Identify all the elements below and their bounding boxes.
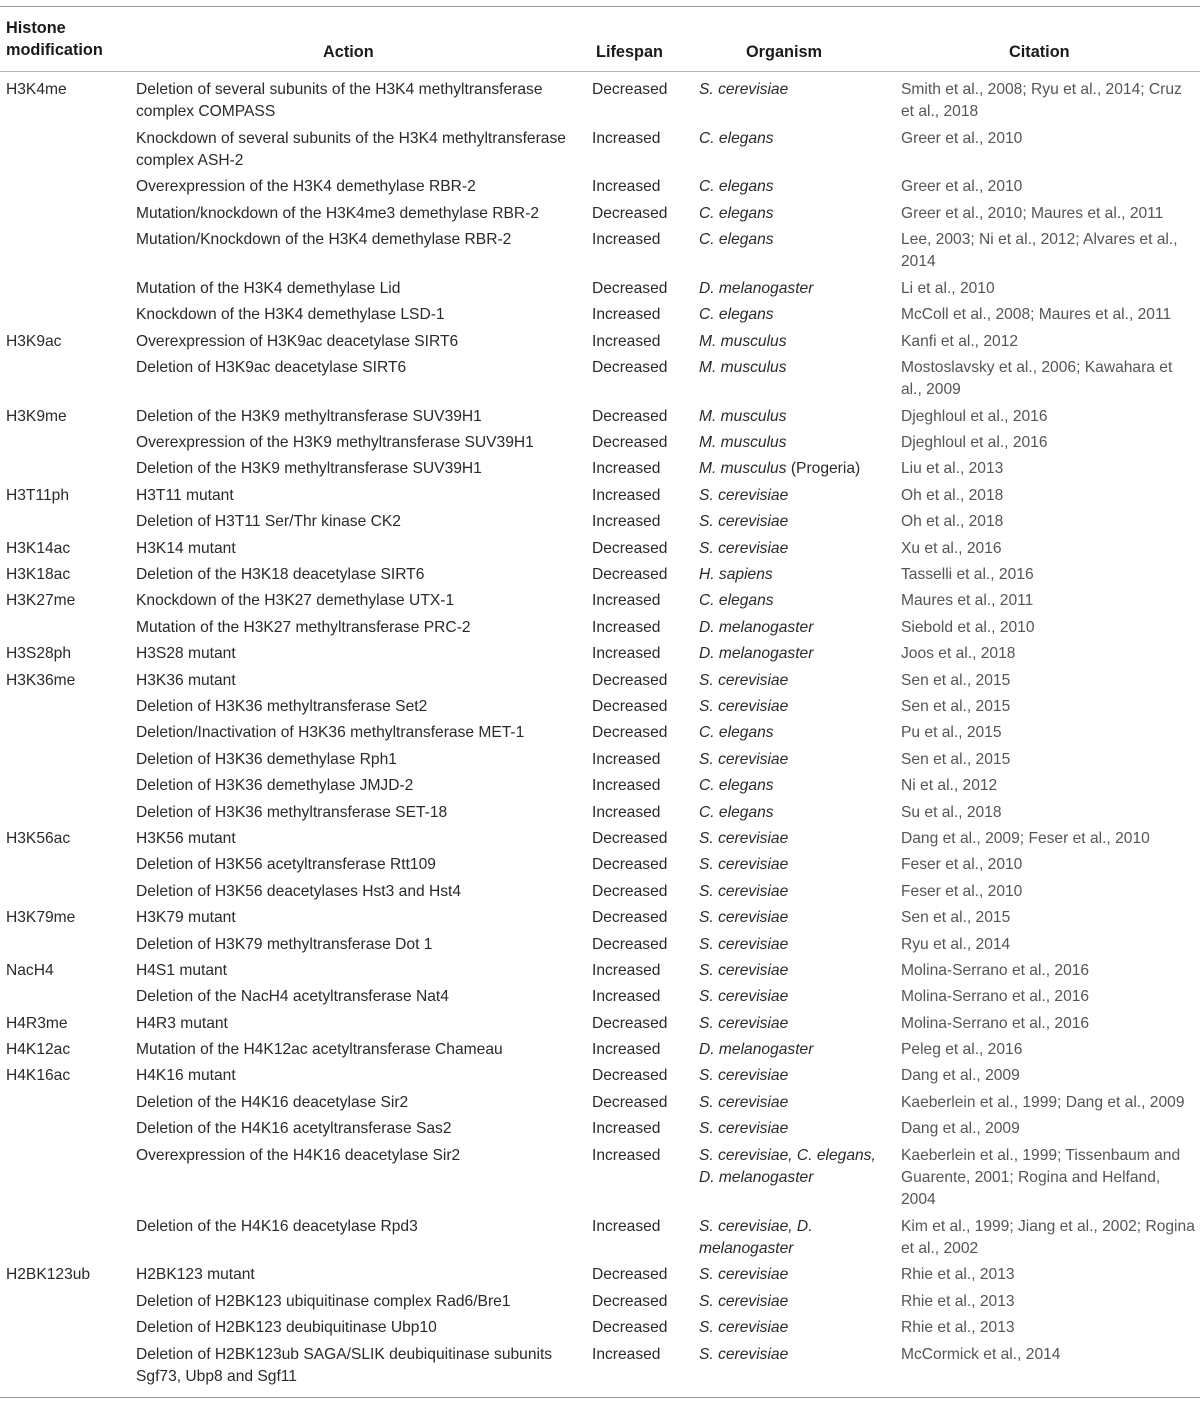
lifespan-cell: Increased [592, 231, 661, 249]
organism-cell [699, 304, 894, 326]
action-cell: Mutation of the H3K4 demethylase Lid [136, 279, 401, 297]
citation-cell: Oh et al., 2018 [901, 513, 1004, 531]
lifespan-cell: Decreased [592, 407, 668, 425]
citation-cell: Djeghloul et al., 2016 [901, 407, 1048, 425]
table-row [0, 775, 1200, 801]
table-row [0, 1291, 1200, 1317]
organism-species: C. elegans [699, 178, 774, 196]
lifespan-cell: Decreased [592, 1319, 668, 1337]
table-row [0, 802, 1200, 828]
lifespan-cell: Decreased [592, 882, 668, 900]
organism-cell [699, 331, 894, 353]
citation-cell: Molina-Serrano et al., 2016 [901, 961, 1090, 979]
table-row [0, 854, 1200, 880]
lifespan-cell: Decreased [592, 829, 668, 847]
citation-cell: Dang et al., 2009; Feser et al., 2010 [901, 829, 1150, 847]
organism-species: S. cerevisiae [699, 698, 789, 715]
table-row [0, 357, 1200, 406]
organism-species: C. elegans [699, 592, 774, 610]
organism-species: M. musculus [699, 359, 787, 377]
table-row [0, 128, 1200, 177]
action-cell: Overexpression of the H3K9 methyltransferase SUV39H1 [136, 434, 534, 452]
citation-cell: Djeghloul et al., 2016 [901, 434, 1048, 452]
action-cell: Deletion of H3K9ac deacetylase SIRT6 [136, 359, 407, 377]
modification-cell: H4R3me [6, 1014, 68, 1032]
lifespan-cell: Increased [592, 513, 661, 531]
action-cell: Knockdown of the H3K27 demethylase UTX-1 [136, 592, 455, 610]
modification-cell: H3S28ph [6, 645, 72, 663]
citation-cell: Rhie et al., 2013 [901, 1266, 1015, 1284]
citation-cell: Greer et al., 2010; Maures et al., 2011 [901, 204, 1164, 222]
table-row [0, 907, 1200, 933]
table-row [0, 986, 1200, 1012]
modification-cell: H4K16ac [6, 1067, 71, 1085]
organism-species: D. melanogaster [699, 279, 814, 297]
organism-species: S. cerevisiae [699, 1067, 789, 1085]
action-cell: Deletion of H3K56 acetyltransferase Rtt109 [136, 856, 436, 874]
organism-cell [699, 907, 894, 929]
organism-cell [699, 775, 894, 797]
lifespan-cell: Increased [592, 1120, 661, 1138]
action-cell: Deletion of the H3K9 methyltransferase SUV39H1 [136, 460, 482, 478]
lifespan-cell: Increased [592, 961, 661, 979]
organism-species: S. cerevisiae [699, 1266, 789, 1284]
action-cell: Mutation/knockdown of the H3K4me3 demethylase RBR-2 [136, 204, 540, 222]
table-row [0, 79, 1200, 128]
organism-cell [699, 1216, 894, 1261]
action-cell: Deletion of the NacH4 acetyltransferase Nat4 [136, 988, 449, 1006]
organism-species: D. melanogaster [699, 1041, 814, 1059]
organism-species: D. melanogaster [699, 645, 814, 663]
organism-species: S. cerevisiae [699, 539, 789, 557]
lifespan-cell: Increased [592, 777, 661, 795]
organism-cell [699, 406, 894, 428]
modification-cell: H4K12ac [6, 1041, 71, 1059]
citation-cell: Kaeberlein et al., 1999; Tissenbaum and Guarente, 2001; Rogina and Helfand, 2004 [901, 1146, 1181, 1209]
organism-cell [699, 881, 894, 903]
table-row [0, 617, 1200, 643]
table-row [0, 1118, 1200, 1144]
modification-cell: H3K18ac [6, 566, 71, 584]
action-cell: Deletion of the H3K18 deacetylase SIRT6 [136, 566, 425, 584]
action-cell: Mutation/Knockdown of the H3K4 demethylase RBR-2 [136, 231, 512, 249]
table-row [0, 304, 1200, 330]
table-row [0, 670, 1200, 696]
organism-species: S. cerevisiae [699, 829, 789, 847]
organism-species: S. cerevisiae [699, 882, 789, 900]
lifespan-cell: Decreased [592, 1292, 668, 1310]
table-row [0, 176, 1200, 202]
citation-cell: Oh et al., 2018 [901, 486, 1004, 504]
organism-species: S. cerevisiae [699, 1014, 789, 1032]
table-row [0, 1092, 1200, 1118]
organism-cell [699, 1039, 894, 1061]
organism-cell [699, 590, 894, 612]
organism-species: S. cerevisiae [699, 935, 789, 953]
lifespan-cell: Decreased [592, 698, 668, 715]
citation-cell: Feser et al., 2010 [901, 856, 1023, 874]
organism-cell [699, 229, 894, 251]
organism-species: D. melanogaster [699, 618, 814, 636]
lifespan-cell: Increased [592, 460, 661, 478]
organism-cell [699, 1344, 894, 1366]
organism-species: C. elegans [699, 129, 774, 147]
organism-cell [699, 458, 894, 480]
organism-species: M. musculus [699, 332, 787, 350]
organism-species: S. cerevisiae [699, 1120, 789, 1138]
organism-cell [699, 432, 894, 454]
action-cell: Deletion of H3K79 methyltransferase Dot 1 [136, 935, 433, 953]
modification-cell: H3K9me [6, 407, 67, 425]
organism-cell [699, 1264, 894, 1286]
table-row [0, 960, 1200, 986]
action-cell: H2BK123 mutant [136, 1266, 255, 1284]
citation-cell: Joos et al., 2018 [901, 645, 1016, 663]
organism-cell [699, 1317, 894, 1339]
citation-cell: Peleg et al., 2016 [901, 1041, 1023, 1059]
table-row [0, 406, 1200, 432]
action-cell: Deletion of H2BK123 ubiquitinase complex Rad6/Bre1 [136, 1292, 511, 1310]
organism-species: S. cerevisiae [699, 961, 789, 979]
modification-cell: H3K36me [6, 671, 76, 689]
modification-cell: H3T11ph [6, 486, 69, 504]
table-row [0, 1317, 1200, 1343]
action-cell: Deletion of the H3K9 methyltransferase SUV39H1 [136, 407, 482, 425]
lifespan-cell: Decreased [592, 724, 668, 742]
organism-cell [699, 749, 894, 771]
citation-cell: Sen et al., 2015 [901, 698, 1011, 715]
organism-cell [699, 538, 894, 560]
lifespan-cell: Decreased [592, 1093, 668, 1111]
citation-cell: Tasselli et al., 2016 [901, 566, 1034, 584]
lifespan-cell: Increased [592, 988, 661, 1006]
organism-species: S. cerevisiae [699, 750, 789, 768]
action-cell: Knockdown of the H3K4 demethylase LSD-1 [136, 306, 445, 324]
action-cell: H4K16 mutant [136, 1067, 236, 1085]
table-row [0, 696, 1200, 722]
header-organism: Organism [746, 43, 823, 61]
organism-species: S. cerevisiae [699, 909, 789, 927]
citation-cell: McCormick et al., 2014 [901, 1345, 1061, 1363]
modification-cell: H3K56ac [6, 829, 71, 847]
table-row [0, 331, 1200, 357]
lifespan-cell: Increased [592, 645, 661, 663]
organism-cell [699, 564, 894, 586]
lifespan-cell: Increased [592, 1041, 661, 1059]
header-citation: Citation [1009, 43, 1070, 61]
action-cell: Deletion of H3K36 methyltransferase SET-18 [136, 803, 448, 821]
action-cell: Deletion of several subunits of the H3K4 methyltransferase complex COMPASS [136, 81, 543, 121]
action-cell: Mutation of the H3K27 methyltransferase PRC-2 [136, 618, 471, 636]
header-action: Action [323, 43, 374, 61]
citation-cell: Kaeberlein et al., 1999; Dang et al., 2009 [901, 1093, 1185, 1111]
table-row [0, 203, 1200, 229]
action-cell: Deletion of H3T11 Ser/Thr kinase CK2 [136, 513, 401, 531]
modification-cell: NacH4 [6, 961, 54, 979]
citation-cell: Sen et al., 2015 [901, 750, 1011, 768]
table-row [0, 828, 1200, 854]
citation-cell: Rhie et al., 2013 [901, 1319, 1015, 1337]
lifespan-cell: Decreased [592, 566, 668, 584]
action-cell: Deletion of H3K36 demethylase JMJD-2 [136, 777, 414, 795]
lifespan-cell: Decreased [592, 935, 668, 953]
citation-cell: Ni et al., 2012 [901, 777, 998, 795]
organism-species: C. elegans [699, 204, 774, 222]
lifespan-cell: Decreased [592, 359, 668, 377]
organism-cell [699, 696, 894, 718]
organism-cell [699, 670, 894, 692]
lifespan-cell: Decreased [592, 539, 668, 557]
action-cell: Mutation of the H4K12ac acetyltransferase Chameau [136, 1041, 503, 1059]
organism-cell [699, 1013, 894, 1035]
table-row [0, 564, 1200, 590]
organism-species: M. musculus [699, 434, 787, 452]
citation-cell: Greer et al., 2010 [901, 178, 1023, 196]
lifespan-cell: Increased [592, 803, 661, 821]
action-cell: Deletion of H3K56 deacetylases Hst3 and Hst4 [136, 882, 462, 900]
organism-species: S. cerevisiae [699, 1319, 789, 1337]
table-body [0, 79, 1200, 1392]
action-cell: Deletion of H2BK123 deubiquitinase Ubp10 [136, 1319, 437, 1337]
modification-cell: H3K14ac [6, 539, 71, 557]
citation-cell: Liu et al., 2013 [901, 460, 1004, 478]
citation-cell: Li et al., 2010 [901, 279, 995, 297]
organism-note: (Progeria) [786, 460, 861, 478]
organism-cell [699, 802, 894, 824]
action-cell: H3K36 mutant [136, 671, 236, 689]
citation-cell: Molina-Serrano et al., 2016 [901, 1014, 1090, 1032]
action-cell: Deletion of the H4K16 acetyltransferase Sas2 [136, 1120, 452, 1138]
organism-cell [699, 986, 894, 1008]
organism-species: S. cerevisiae [699, 856, 789, 874]
organism-species: S. cerevisiae, C. elegans, D. melanogaster [699, 1146, 876, 1186]
lifespan-cell: Decreased [592, 909, 668, 927]
organism-species: S. cerevisiae [699, 988, 789, 1006]
action-cell: Overexpression of H3K9ac deacetylase SIRT6 [136, 332, 459, 350]
header-lifespan: Lifespan [596, 43, 663, 61]
action-cell: H3T11 mutant [136, 486, 234, 504]
organism-cell [699, 511, 894, 533]
action-cell: Deletion of H3K36 methyltransferase Set2 [136, 698, 428, 715]
table-row [0, 458, 1200, 484]
table-row [0, 278, 1200, 304]
citation-cell: Sen et al., 2015 [901, 909, 1011, 927]
organism-cell [699, 934, 894, 956]
organism-cell [699, 1092, 894, 1114]
organism-species: M. musculus [699, 407, 787, 425]
action-cell: H3S28 mutant [136, 645, 236, 663]
action-cell: Deletion of H2BK123ub SAGA/SLIK deubiquitinase subunits Sgf73, Ubp8 and Sgf11 [136, 1345, 553, 1385]
lifespan-cell: Decreased [592, 81, 668, 98]
citation-cell: Feser et al., 2010 [901, 882, 1023, 900]
lifespan-cell: Decreased [592, 671, 668, 689]
lifespan-cell: Decreased [592, 856, 668, 874]
citation-cell: Lee, 2003; Ni et al., 2012; Alvares et al., 2014 [901, 231, 1178, 271]
organism-cell [699, 1145, 894, 1190]
table-bottom-rule [0, 1397, 1200, 1398]
action-cell: H4S1 mutant [136, 961, 228, 979]
organism-species: S. cerevisiae [699, 1292, 789, 1310]
organism-cell [699, 1291, 894, 1313]
organism-cell [699, 128, 894, 150]
citation-cell: Rhie et al., 2013 [901, 1292, 1015, 1310]
organism-cell [699, 278, 894, 300]
citation-cell: Kanfi et al., 2012 [901, 332, 1019, 350]
table-row [0, 229, 1200, 278]
action-cell: Knockdown of several subunits of the H3K4 methyltransferase complex ASH-2 [136, 129, 566, 169]
organism-species: S. cerevisiae [699, 1345, 789, 1363]
table-row [0, 643, 1200, 669]
lifespan-cell: Increased [592, 178, 661, 196]
lifespan-cell: Increased [592, 332, 661, 350]
action-cell: H4R3 mutant [136, 1014, 228, 1032]
citation-cell: Xu et al., 2016 [901, 539, 1002, 557]
organism-species: S. cerevisiae [699, 81, 789, 98]
lifespan-cell: Decreased [592, 434, 668, 452]
table-top-rule [0, 6, 1200, 7]
citation-cell: Dang et al., 2009 [901, 1120, 1020, 1138]
header-rule [0, 71, 1200, 72]
organism-cell [699, 79, 894, 101]
organism-cell [699, 176, 894, 198]
organism-cell [699, 828, 894, 850]
modification-cell: H2BK123ub [6, 1266, 91, 1284]
action-cell: Overexpression of the H4K16 deacetylase Sir2 [136, 1146, 461, 1164]
organism-species: C. elegans [699, 803, 774, 821]
table-row [0, 511, 1200, 537]
lifespan-cell: Decreased [592, 204, 668, 222]
organism-species: M. musculus [699, 460, 787, 478]
organism-species: H. sapiens [699, 566, 773, 584]
citation-cell: Greer et al., 2010 [901, 129, 1023, 147]
lifespan-cell: Decreased [592, 1014, 668, 1032]
lifespan-cell: Increased [592, 1217, 661, 1235]
lifespan-cell: Decreased [592, 279, 668, 297]
organism-species: C. elegans [699, 231, 774, 249]
table-row [0, 722, 1200, 748]
table-row [0, 432, 1200, 458]
modification-cell: H3K79me [6, 909, 76, 927]
table-row [0, 749, 1200, 775]
citation-cell: Molina-Serrano et al., 2016 [901, 988, 1090, 1006]
organism-species: S. cerevisiae [699, 671, 789, 689]
citation-cell: Sen et al., 2015 [901, 671, 1011, 689]
table-row [0, 1013, 1200, 1039]
lifespan-cell: Increased [592, 592, 661, 610]
action-cell: Deletion of the H4K16 deacetylase Sir2 [136, 1093, 409, 1111]
citation-cell: McColl et al., 2008; Maures et al., 2011 [901, 306, 1172, 324]
table-row [0, 1264, 1200, 1290]
table-row [0, 1039, 1200, 1065]
organism-species: C. elegans [699, 724, 774, 742]
lifespan-cell: Increased [592, 306, 661, 324]
organism-cell [699, 854, 894, 876]
organism-cell [699, 485, 894, 507]
lifespan-cell: Decreased [592, 1067, 668, 1085]
action-cell: H3K79 mutant [136, 909, 236, 927]
lifespan-cell: Decreased [592, 1266, 668, 1284]
table-row [0, 1344, 1200, 1393]
citation-cell: Smith et al., 2008; Ryu et al., 2014; Cruz et al., 2018 [901, 81, 1182, 121]
action-cell: H3K14 mutant [136, 539, 236, 557]
citation-cell: Su et al., 2018 [901, 803, 1002, 821]
organism-cell [699, 643, 894, 665]
lifespan-cell: Increased [592, 1146, 661, 1164]
action-cell: H3K56 mutant [136, 829, 236, 847]
citation-cell: Kim et al., 1999; Jiang et al., 2002; Rogina et al., 2002 [901, 1217, 1195, 1257]
citation-cell: Siebold et al., 2010 [901, 618, 1035, 636]
citation-cell: Pu et al., 2015 [901, 724, 1002, 742]
organism-cell [699, 203, 894, 225]
action-cell: Overexpression of the H3K4 demethylase RBR-2 [136, 178, 476, 196]
lifespan-cell: Increased [592, 618, 661, 636]
table-row [0, 590, 1200, 616]
organism-species: S. cerevisiae, D. melanogaster [699, 1217, 813, 1257]
table-row [0, 1216, 1200, 1265]
organism-cell [699, 357, 894, 379]
organism-species: S. cerevisiae [699, 1093, 789, 1111]
table-row [0, 485, 1200, 511]
citation-cell: Ryu et al., 2014 [901, 935, 1011, 953]
organism-species: C. elegans [699, 777, 774, 795]
table-row [0, 1145, 1200, 1216]
action-cell: Deletion/Inactivation of H3K36 methyltransferase MET-1 [136, 724, 525, 742]
modification-cell: H3K4me [6, 81, 67, 98]
citation-cell: Mostoslavsky et al., 2006; Kawahara et al., 2009 [901, 359, 1173, 399]
modification-cell: H3K27me [6, 592, 76, 610]
table-row [0, 881, 1200, 907]
header-histone-modification: Histone modification [6, 19, 103, 59]
table-row [0, 934, 1200, 960]
lifespan-cell: Increased [592, 1345, 661, 1363]
organism-species: C. elegans [699, 306, 774, 324]
organism-cell [699, 960, 894, 982]
organism-species: S. cerevisiae [699, 486, 789, 504]
action-cell: Deletion of the H4K16 deacetylase Rpd3 [136, 1217, 418, 1235]
modification-cell: H3K9ac [6, 332, 62, 350]
table-row [0, 1065, 1200, 1091]
citation-cell: Dang et al., 2009 [901, 1067, 1020, 1085]
organism-cell [699, 1118, 894, 1140]
organism-cell [699, 1065, 894, 1087]
lifespan-cell: Increased [592, 486, 661, 504]
table-row [0, 538, 1200, 564]
organism-cell [699, 617, 894, 639]
organism-cell [699, 722, 894, 744]
citation-cell: Maures et al., 2011 [901, 592, 1034, 610]
lifespan-cell: Increased [592, 129, 661, 147]
lifespan-cell: Increased [592, 750, 661, 768]
organism-species: S. cerevisiae [699, 513, 789, 531]
action-cell: Deletion of H3K36 demethylase Rph1 [136, 750, 397, 768]
